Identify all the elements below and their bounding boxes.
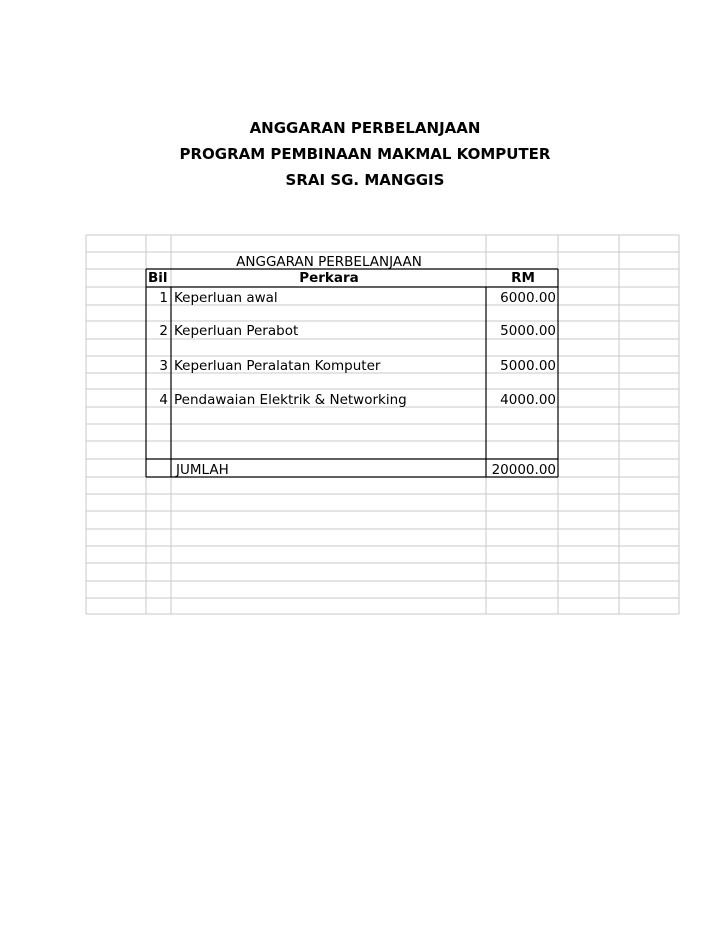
table-caption: ANGGARAN PERBELANJAAN: [236, 254, 422, 270]
total-label: JUMLAH: [176, 462, 229, 478]
row-3-rm: 5000.00: [500, 358, 556, 374]
row-2-rm: 5000.00: [500, 323, 556, 339]
header-rm: RM: [511, 270, 535, 286]
row-3-bil: 3: [159, 358, 168, 374]
program-title: PROGRAM PEMBINAAN MAKMAL KOMPUTER: [179, 145, 551, 163]
row-4-rm: 4000.00: [500, 392, 556, 408]
document-title: ANGGARAN PERBELANJAAN: [249, 119, 481, 137]
row-2-perkara: Keperluan Perabot: [174, 323, 299, 339]
row-1-rm: 6000.00: [500, 290, 556, 306]
school-name: SRAI SG. MANGGIS: [285, 171, 445, 189]
header-bil: Bil: [148, 270, 168, 286]
total-rm: 20000.00: [491, 462, 556, 478]
row-1-perkara: Keperluan awal: [174, 290, 278, 306]
row-4-bil: 4: [159, 392, 168, 408]
row-4-perkara: Pendawaian Elektrik & Networking: [174, 392, 407, 408]
row-3-perkara: Keperluan Peralatan Komputer: [174, 358, 381, 374]
header-perkara: Perkara: [299, 270, 359, 286]
row-2-bil: 2: [159, 323, 168, 339]
row-1-bil: 1: [159, 290, 168, 306]
